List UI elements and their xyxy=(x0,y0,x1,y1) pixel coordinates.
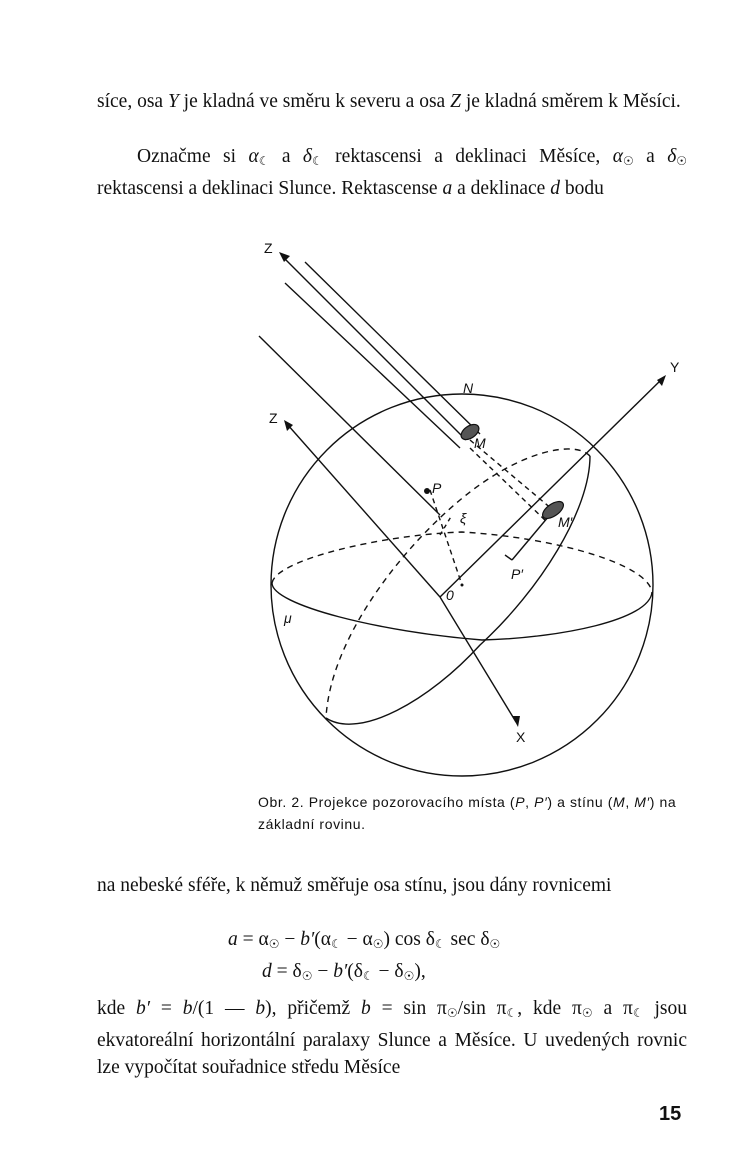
text: ) na základní rovinu. xyxy=(258,794,677,832)
text: sec δ xyxy=(445,929,490,950)
var-y: Y xyxy=(167,91,179,112)
sun-subscript: ☉ xyxy=(489,937,501,951)
text: /(1 — xyxy=(192,998,256,1019)
label-p-prime: P′ xyxy=(511,566,523,582)
celestial-sphere-figure xyxy=(0,230,753,790)
sun-subscript: ☉ xyxy=(581,1006,593,1020)
arrow-x xyxy=(512,716,520,727)
text: , kde π xyxy=(517,998,582,1019)
text: /sin π xyxy=(457,998,507,1019)
paragraph-4 xyxy=(97,995,687,1081)
label-z-left: Z xyxy=(269,410,278,426)
text: jsou ekvatoreální horizontální paralaxy Slunce a Měsíce. U uvedených rovnic lze vypočítat souřadnice středu Měsíce xyxy=(97,998,687,1078)
text: Obr. 2. Projekce pozorovacího místa ( xyxy=(258,794,516,810)
symbol: δ xyxy=(302,146,312,167)
label-n: N xyxy=(463,380,474,396)
label-xi: ξ xyxy=(460,510,467,526)
projection-2 xyxy=(470,448,547,522)
text: (δ xyxy=(347,961,363,982)
equation-1 xyxy=(228,926,500,958)
symbol: P′ xyxy=(534,794,548,810)
text: − xyxy=(279,929,301,950)
symbol: a xyxy=(228,929,238,950)
projection-3 xyxy=(430,490,462,585)
moon-subscript: ☾ xyxy=(632,1006,644,1020)
var-z: Z xyxy=(450,91,461,112)
symbol: d xyxy=(262,961,272,982)
text: = xyxy=(150,998,183,1019)
label-y: Y xyxy=(670,359,680,375)
text: a deklinace xyxy=(452,178,551,199)
text: − α xyxy=(341,929,373,950)
moon-subscript: ☾ xyxy=(330,937,342,951)
arrow-y xyxy=(657,375,666,386)
text: (α xyxy=(314,929,331,950)
moon-subscript: ☾ xyxy=(258,154,270,168)
sun-subscript: ☉ xyxy=(268,937,280,951)
text: ), přičemž xyxy=(265,998,361,1019)
symbol: b′ xyxy=(300,929,315,950)
text: je kladná ve směru k severu a osa xyxy=(178,91,451,112)
symbol: M′ xyxy=(634,794,650,810)
paragraph-3: na nebeské sféře, k němuž směřuje osa stínu, jsou dány rovnicemi xyxy=(97,875,612,896)
text: Označme si xyxy=(137,146,249,167)
figure-caption xyxy=(258,791,688,835)
text: je kladná směrem k Měsíci. xyxy=(460,91,681,112)
shadow-line-1 xyxy=(282,256,466,440)
shadow-axis-pprime xyxy=(505,555,512,560)
label-z-top: Z xyxy=(264,240,273,256)
var-d: d xyxy=(550,178,560,199)
x-axis xyxy=(440,597,516,722)
symbol: α xyxy=(612,146,623,167)
great-circle-front xyxy=(326,456,590,724)
text: a xyxy=(269,146,303,167)
text: ), xyxy=(414,961,426,982)
sun-subscript: ☉ xyxy=(622,154,634,168)
symbol: α xyxy=(248,146,259,167)
text: = δ xyxy=(271,961,302,982)
text: síce, osa xyxy=(97,91,168,112)
text: = α xyxy=(237,929,269,950)
text: , xyxy=(525,794,535,810)
text: ) cos δ xyxy=(383,929,435,950)
text: a xyxy=(633,146,668,167)
text: − xyxy=(312,961,334,982)
label-o: 0 xyxy=(446,587,454,603)
equation-2 xyxy=(262,958,426,990)
moon-subscript: ☾ xyxy=(362,969,374,983)
moon-subscript: ☾ xyxy=(434,937,446,951)
equator-front xyxy=(272,583,652,640)
label-x: X xyxy=(516,729,526,745)
symbol: b′ xyxy=(333,961,348,982)
page-number: 15 xyxy=(659,1103,682,1125)
text: rektascensi a deklinaci Slunce. Rektascense xyxy=(97,178,443,199)
text: kde xyxy=(97,998,137,1019)
symbol: b xyxy=(182,998,193,1019)
arrow-z-top xyxy=(279,252,290,262)
point-o xyxy=(461,584,464,587)
moon-subscript: ☾ xyxy=(312,154,323,168)
symbol: P xyxy=(515,794,526,810)
label-mu: μ xyxy=(284,610,292,626)
text: ) a stínu ( xyxy=(547,794,614,810)
paragraph-1 xyxy=(97,88,687,115)
symbol: M xyxy=(613,794,626,810)
sun-subscript: ☉ xyxy=(676,154,688,168)
label-p: P xyxy=(432,480,442,496)
label-m: M xyxy=(474,435,486,451)
text: , xyxy=(625,794,635,810)
text: bodu xyxy=(559,178,604,199)
symbol: δ xyxy=(667,146,677,167)
shadow-line-2 xyxy=(285,283,460,448)
text: a π xyxy=(592,998,633,1019)
sun-subscript: ☉ xyxy=(403,969,415,983)
var-a: a xyxy=(442,178,453,199)
label-m-prime: M′ xyxy=(558,514,573,530)
text: rektascensi a deklinaci Měsíce, xyxy=(322,146,613,167)
symbol: b′ xyxy=(136,998,151,1019)
z-axis-left xyxy=(287,424,440,597)
text: − δ xyxy=(373,961,404,982)
moon-subscript: ☾ xyxy=(506,1006,518,1020)
point-p xyxy=(424,488,430,494)
text: = sin π xyxy=(370,998,447,1019)
symbol: b xyxy=(360,998,371,1019)
y-axis xyxy=(440,378,663,597)
sun-subscript: ☉ xyxy=(446,1006,458,1020)
symbol: b xyxy=(255,998,266,1019)
paragraph-2 xyxy=(97,143,687,202)
equator-back xyxy=(272,532,652,592)
sun-subscript: ☉ xyxy=(301,969,313,983)
sun-subscript: ☉ xyxy=(372,937,384,951)
